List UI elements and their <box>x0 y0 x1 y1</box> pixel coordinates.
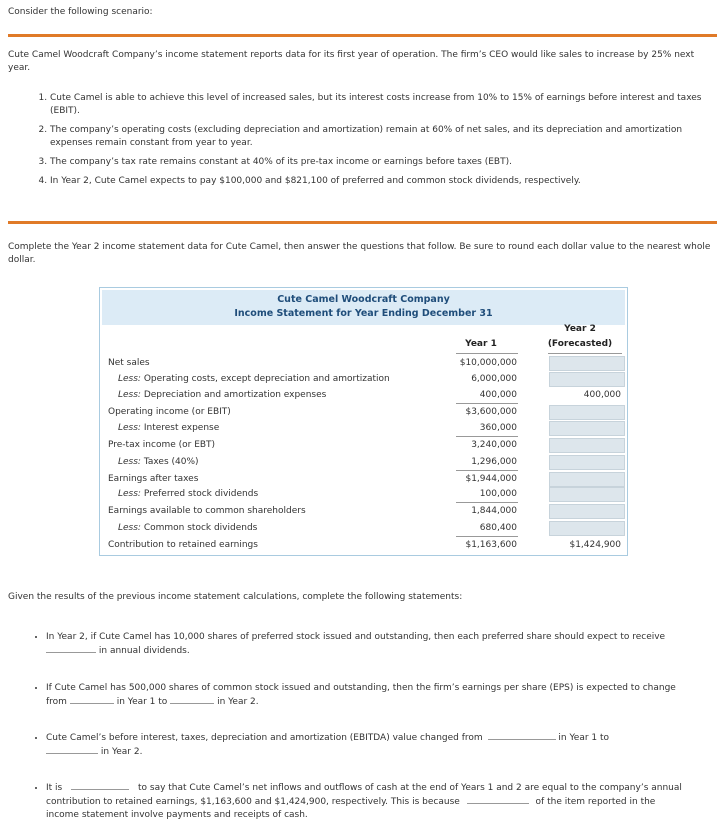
divider <box>8 221 717 224</box>
row-label-ebit: Operating income (or EBIT) <box>108 407 231 417</box>
question-3 <box>24 731 706 759</box>
intro-text: Consider the following scenario: <box>8 7 153 17</box>
year1-eac: 1,844,000 <box>471 506 517 516</box>
less-label: Less: <box>118 489 141 499</box>
list-item <box>46 731 706 759</box>
year1-ebit: $3,600,000 <box>465 407 517 417</box>
question-text: in Year 1 to <box>558 733 610 743</box>
less-label: Less: <box>118 374 141 384</box>
statement-title: Income Statement for Year Ending December 31 <box>234 308 493 319</box>
question-text: from <box>46 697 67 708</box>
question-2 <box>24 682 706 709</box>
row-label-text: Interest expense <box>140 423 220 433</box>
year1-interest: 360,000 <box>479 423 517 433</box>
year2-subheader: (Forecasted) <box>547 339 613 349</box>
ebitda-year2-dropdown[interactable] <box>46 745 98 754</box>
question-text: of the item reported in the <box>535 797 656 808</box>
row-label-common-div <box>118 522 257 535</box>
question-text: income statement involve payments and receipts of cash. <box>46 810 308 821</box>
year2-retained: $1,424,900 <box>569 540 621 550</box>
row-label-depreciation <box>118 389 326 402</box>
divider <box>8 34 717 37</box>
year2-common-div-input[interactable] <box>549 521 625 536</box>
row-label-preferred-div <box>118 488 258 501</box>
scenario-list <box>24 92 720 194</box>
year2-depreciation: 400,000 <box>583 390 621 400</box>
question-text: In Year 2, if Cute Camel has 10,000 shares of preferred stock issued and outstanding, then each preferred share should expect to receive <box>46 632 666 642</box>
question-text: If Cute Camel has 500,000 shares of common stock issued and outstanding, then the firm’s earnings per share (EPS) is expected to change <box>46 683 676 693</box>
year2-preferred-div-input[interactable] <box>549 487 625 502</box>
question-text: contribution to retained earnings, $1,163,600 and $1,424,900, respectively. This is because <box>46 797 460 808</box>
divider <box>456 502 518 503</box>
question-1 <box>24 631 706 658</box>
year1-taxes: 1,296,000 <box>471 457 517 467</box>
less-label: Less: <box>118 523 141 533</box>
year1-eat: $1,944,000 <box>465 474 517 484</box>
divider <box>456 470 518 471</box>
ebitda-year1-dropdown[interactable] <box>488 731 556 740</box>
divider <box>548 353 622 354</box>
income-statement-table <box>99 287 628 556</box>
row-label-eac: Earnings available to common shareholders <box>108 506 306 516</box>
row-label-text: Common stock dividends <box>140 523 258 533</box>
year2-eat-input[interactable] <box>549 472 625 487</box>
list-item <box>46 682 706 709</box>
year2-taxes-input[interactable] <box>549 455 625 470</box>
accuracy-dropdown[interactable] <box>71 781 129 790</box>
row-label-ebt: Pre-tax income (or EBT) <box>108 440 216 450</box>
divider <box>456 353 518 354</box>
row-label-text: Preferred stock dividends <box>140 489 259 499</box>
year2-header: Year 2 <box>564 324 596 334</box>
year1-preferred-div: 100,000 <box>479 489 517 499</box>
table-header <box>102 290 625 325</box>
instructions-text: Complete the Year 2 income statement data for Cute Camel, then answer the questions that follow. Be sure to round each dollar value to the nearest whole dollar. <box>8 242 711 266</box>
list-item: 1. Cute Camel is able to achieve this level of increased sales, but its interest costs increase from 10% to 15% of earnings before interest and taxes (EBIT). <box>50 92 720 118</box>
year1-retained: $1,163,600 <box>465 540 517 550</box>
year2-interest-input[interactable] <box>549 421 625 436</box>
less-label: Less: <box>118 390 141 400</box>
row-label-text: Depreciation and amortization expenses <box>140 390 327 400</box>
divider <box>456 403 518 404</box>
company-name: Cute Camel Woodcraft Company <box>277 294 450 305</box>
list-item: 4. In Year 2, Cute Camel expects to pay $100,000 and $821,100 of preferred and common stock dividends, respectively. <box>50 175 720 188</box>
list-item: 2. The company’s operating costs (excluding depreciation and amortization) remain at 60% of net sales, and its depreciation and amortization expenses remain constant from year to year. <box>50 124 720 150</box>
row-label-text: Operating costs, except depreciation and amortization <box>140 374 390 384</box>
year1-net-sales: $10,000,000 <box>459 358 517 368</box>
row-label-retained: Contribution to retained earnings <box>108 540 258 550</box>
row-label-interest <box>118 422 219 435</box>
row-label-net-sales: Net sales <box>108 358 150 368</box>
question-4 <box>24 781 706 822</box>
question-text: in Year 1 to <box>116 697 168 708</box>
list-item: 3. The company’s tax rate remains constant at 40% of its pre-tax income or earnings before taxes (EBT). <box>50 156 720 169</box>
year1-depreciation: 400,000 <box>479 390 517 400</box>
less-label: Less: <box>118 457 141 467</box>
year2-ebt-input[interactable] <box>549 438 625 453</box>
year1-header: Year 1 <box>465 339 497 349</box>
year1-common-div: 680,400 <box>479 523 517 533</box>
question-text: in Year 2. <box>217 697 259 708</box>
year1-ebt: 3,240,000 <box>471 440 517 450</box>
question-text: in Year 2. <box>100 747 143 758</box>
question-text: Cute Camel’s before interest, taxes, depreciation and amortization (EBITDA) value changed from <box>46 733 483 743</box>
question-text: It is <box>46 783 63 793</box>
row-label-text: Taxes (40%) <box>140 457 199 467</box>
year2-eac-input[interactable] <box>549 504 625 519</box>
divider <box>456 536 518 537</box>
row-label-taxes <box>118 456 199 469</box>
divider <box>456 436 518 437</box>
row-label-operating-costs <box>118 373 390 386</box>
question-text: in annual dividends. <box>98 646 190 657</box>
preferred-dividend-dropdown[interactable] <box>46 644 96 653</box>
questions-intro: Given the results of the previous income statement calculations, complete the following statements: <box>8 592 463 602</box>
list-item <box>46 631 706 658</box>
eps-year2-dropdown[interactable] <box>170 695 214 704</box>
eps-year1-dropdown[interactable] <box>70 695 114 704</box>
year2-net-sales-input[interactable] <box>549 356 625 371</box>
year1-operating-costs: 6,000,000 <box>471 374 517 384</box>
question-text: to say that Cute Camel’s net inflows and outflows of cash at the end of Years 1 and 2 are equal to the company’s annual <box>137 783 682 793</box>
list-item <box>46 781 706 822</box>
less-label: Less: <box>118 423 141 433</box>
scenario-text: Cute Camel Woodcraft Company’s income statement reports data for its first year of operation. The firm’s CEO would like sales to increase by 25% next year. <box>8 50 695 74</box>
year2-operating-costs-input[interactable] <box>549 372 625 387</box>
year2-ebit-input[interactable] <box>549 405 625 420</box>
reason-dropdown[interactable] <box>467 795 529 804</box>
row-label-eat: Earnings after taxes <box>108 474 199 484</box>
